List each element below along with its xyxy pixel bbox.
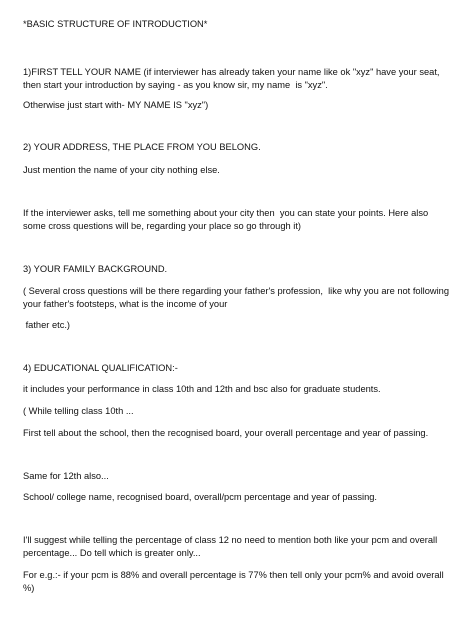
section4-text: it includes your performance in class 10th and 12th and bsc also for graduate students.: [23, 384, 381, 394]
section4-suggest: I'll suggest while telling the percentage of class 12 no need to mention both like your pcm and overall percentage... Do tell which is greater only...: [23, 535, 440, 558]
section3-heading: 3) YOUR FAMILY BACKGROUND.: [23, 264, 168, 274]
section4-example: For e.g.:- if your pcm is 88% and overall percentage is 77% then tell only your pcm% and avoid overall %): [23, 570, 447, 593]
section4-class10-detail: First tell about the school, then the recognised board, your overall percentage and year of passing.: [23, 428, 429, 438]
section3-text: ( Several cross questions will be there regarding your father's profession, like why you are not following your father's footsteps, what is the income of your: [23, 286, 452, 309]
section1-heading: 1)FIRST TELL YOUR NAME (if interviewer has already taken your name like ok "xyz" have your seat, then start your introduction by saying - as you know sir, my name is "xyz".: [23, 67, 443, 90]
section2-heading: 2) YOUR ADDRESS, THE PLACE FROM YOU BELONG.: [23, 142, 261, 152]
section4-class12: Same for 12th also...: [23, 471, 109, 481]
section1-text: Otherwise just start with- MY NAME IS "xyz"): [23, 100, 209, 110]
section4-class10: ( While telling class 10th ...: [23, 406, 134, 416]
section2-text: Just mention the name of your city nothing else.: [23, 165, 220, 175]
document-title: *BASIC STRUCTURE OF INTRODUCTION*: [23, 19, 208, 29]
section3-text-cont: father etc.): [23, 320, 71, 330]
section2-note: If the interviewer asks, tell me something about your city then you can state your points. Here also some cross questions will be, regarding your place so go through it): [23, 208, 431, 231]
section4-college: School/ college name, recognised board, overall/pcm percentage and year of passing.: [23, 492, 378, 502]
section4-heading: 4) EDUCATIONAL QUALIFICATION:-: [23, 363, 178, 373]
